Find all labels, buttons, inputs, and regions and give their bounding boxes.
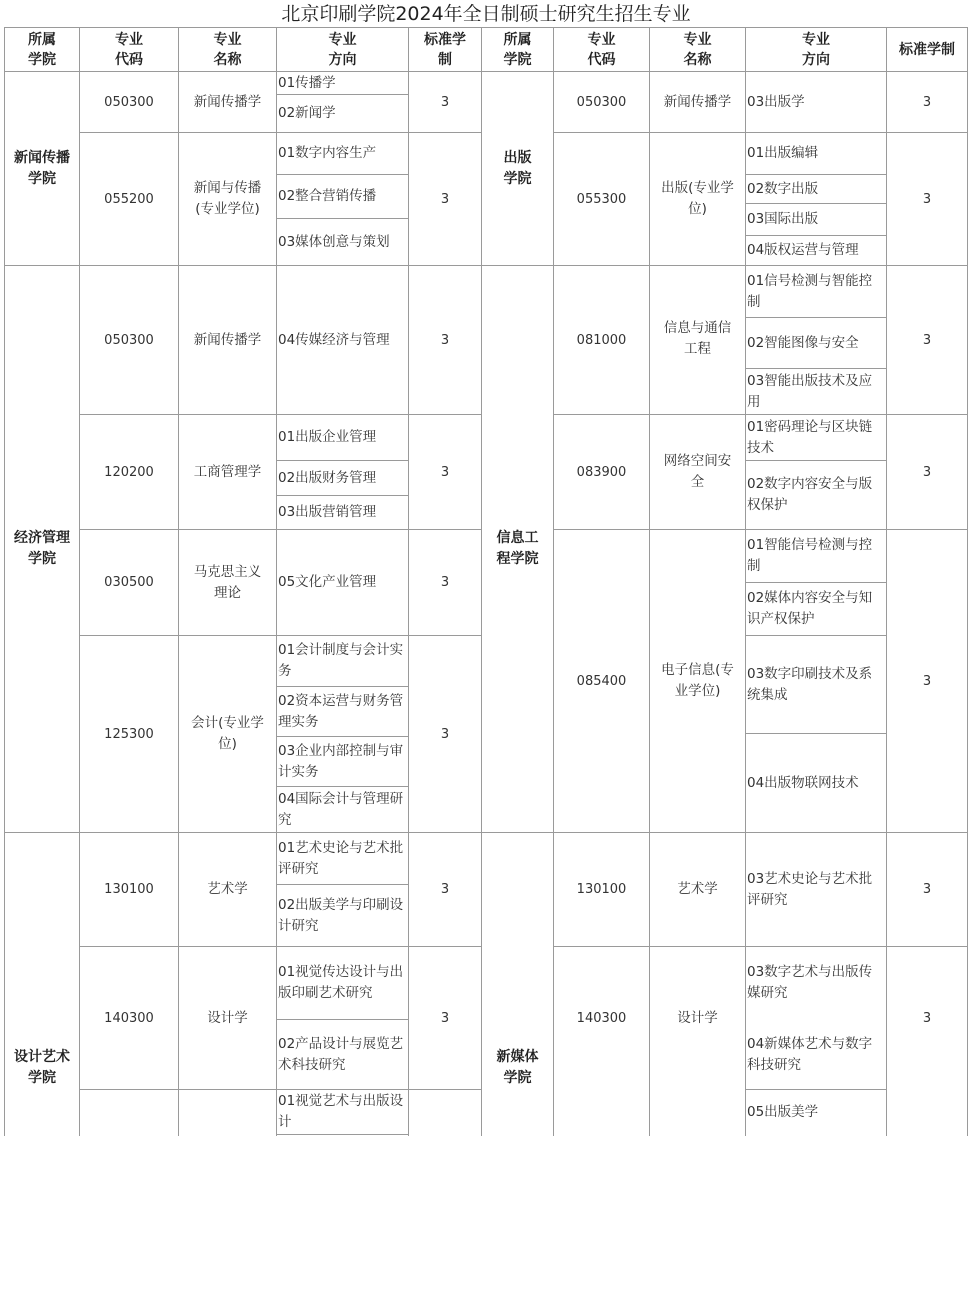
major-name: 信息与通信 工程 [663,320,732,357]
years-value: 3 [922,673,932,689]
major-code: 120200 [104,464,154,480]
years-value: 3 [922,191,932,207]
page-title: 北京印刷学院2024年全日制硕士研究生招生专业 [281,3,691,25]
major-code: 050300 [576,94,627,110]
major-name: 会计(专业学 位) [191,715,264,752]
direction-item: 04出版物联网技术 [747,774,859,791]
direction-item: 01信号检测与智能控 制 [747,272,873,310]
years-value: 3 [922,332,932,348]
header-college-right: 所属 学院 [503,31,532,68]
college-news: 新闻传播 学院 [14,149,70,187]
major-code: 085400 [576,673,627,689]
header-years: 标准学 制 [424,31,466,68]
major-name: 新闻传播学 [193,93,262,110]
direction-item: 01艺术史论与艺术批 评研究 [278,839,404,877]
header-code-right: 专业 代码 [587,31,616,68]
direction-item: 02资本运营与财务管 理实务 [278,692,404,730]
direction-item: 02新闻学 [278,105,336,121]
header-code: 专业 代码 [115,31,143,68]
years-value: 3 [440,191,450,207]
major-name: 设计学 [677,1009,718,1026]
direction-item: 03数字艺术与出版传 媒研究 [747,964,873,1001]
direction-item: 04版权运营与管理 [747,242,859,258]
major-code: 140300 [104,1010,154,1026]
major-code: 083900 [576,464,627,480]
major-code: 140300 [576,1010,627,1026]
direction-item: 02媒体内容安全与知 识产权保护 [747,590,873,627]
direction-item: 03艺术史论与艺术批 评研究 [747,870,873,908]
direction-item: 03出版营销管理 [278,504,377,520]
header-direction: 专业 方向 [328,31,357,68]
header-years-right: 标准学制 [899,41,955,58]
direction-item: 03出版学 [747,93,805,110]
years-value: 3 [440,575,450,590]
college-publishing: 出版 学院 [503,149,532,187]
major-code: 130100 [576,882,627,897]
direction-item: 01会计制度与会计实 务 [278,642,404,679]
direction-item: 01视觉传达设计与出 版印刷艺术研究 [278,964,404,1001]
major-code: 130100 [104,882,154,897]
major-name: 艺术学 [677,881,718,897]
header-college: 所属 学院 [28,31,56,68]
major-name: 设计学 [207,1009,248,1026]
major-code: 055200 [104,191,154,207]
major-code: 125300 [104,726,154,742]
direction-item: 01出版编辑 [747,145,819,161]
college-econ: 经济管理 学院 [14,530,70,567]
major-name: 网络空间安 全 [663,453,732,490]
years-value: 3 [440,332,450,348]
direction-item: 01视觉艺术与出版设 计 [278,1093,404,1130]
header-name-right: 专业 名称 [683,31,712,68]
major-name: 出版(专业学 位) [661,180,734,217]
major-code: 081000 [576,332,627,348]
direction-item: 03媒体创意与策划 [278,233,390,250]
direction-item: 03国际出版 [747,211,819,227]
years-value: 3 [922,464,932,480]
years-value: 3 [440,94,450,110]
college-design: 设计艺术 学院 [14,1049,70,1086]
major-name: 马克思主义 理论 [193,563,262,601]
direction-item: 02出版美学与印刷设 计研究 [278,896,404,934]
major-name: 新闻传播学 [663,93,732,110]
direction-item: 01智能信号检测与控 制 [747,537,873,574]
direction-item: 03智能出版技术及应 用 [747,372,873,410]
years-value: 3 [922,94,932,110]
major-code: 030500 [104,575,154,590]
direction-item: 04国际会计与管理研 究 [278,790,404,828]
years-value: 3 [440,464,450,480]
major-name: 工商管理学 [193,463,262,480]
college-new-media: 新媒体 学院 [496,1049,539,1086]
years-value: 3 [922,1010,932,1026]
direction-item: 02数字出版 [747,180,819,197]
direction-item: 04传媒经济与管理 [278,331,390,348]
direction-item: 01传播学 [278,74,336,91]
major-name: 电子信息(专 业学位) [661,662,734,699]
major-name: 新闻与传播 (专业学位) [193,180,262,217]
direction-item: 01数字内容生产 [278,145,377,161]
direction-item: 05文化产业管理 [278,574,377,590]
direction-item: 03数字印刷技术及系 统集成 [747,665,873,703]
years-value: 3 [922,882,932,897]
major-name: 新闻传播学 [193,331,262,348]
direction-item: 02智能图像与安全 [747,334,859,351]
direction-item: 05出版美学 [747,1103,819,1120]
major-name: 艺术学 [207,881,248,897]
major-code: 050300 [104,94,154,110]
direction-item: 02出版财务管理 [278,469,377,486]
header-name: 专业 名称 [213,31,242,68]
direction-item: 01密码理论与区块链 技术 [747,418,873,456]
direction-item: 02数字内容安全与版 权保护 [747,476,873,513]
direction-item: 02整合营销传播 [278,188,377,204]
direction-item: 04新媒体艺术与数字 科技研究 [747,1035,873,1073]
direction-item: 01出版企业管理 [278,429,377,445]
direction-item: 03企业内部控制与审 计实务 [278,742,404,780]
header-direction-right: 专业 方向 [802,31,830,68]
major-code: 050300 [104,332,154,348]
major-code: 055300 [576,191,627,207]
years-value: 3 [440,726,450,742]
direction-item: 02产品设计与展览艺 术科技研究 [278,1035,404,1073]
years-value: 3 [440,882,450,897]
years-value: 3 [440,1010,450,1026]
college-info-eng: 信息工 程学院 [496,530,539,567]
